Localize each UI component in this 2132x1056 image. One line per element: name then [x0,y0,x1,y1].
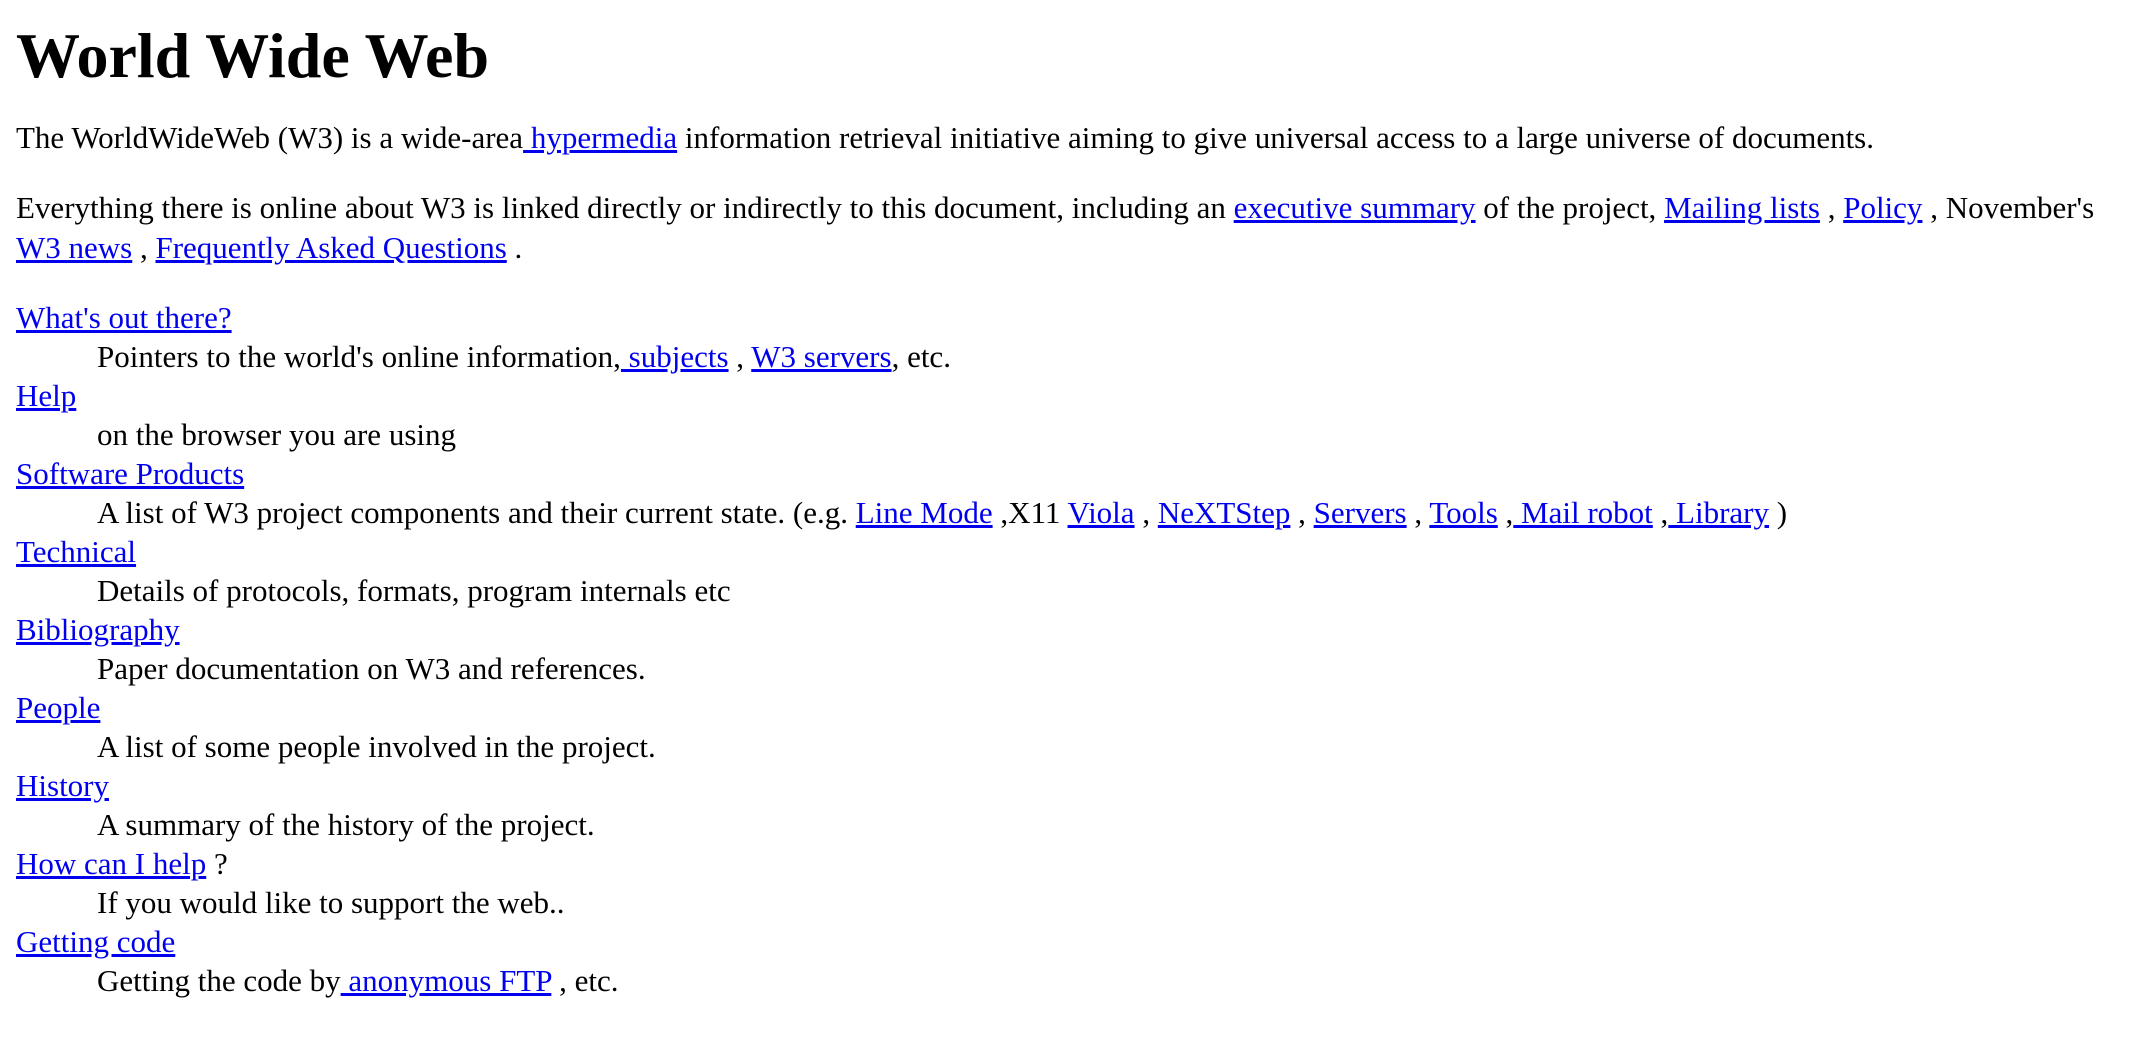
help-link[interactable]: Help [16,378,77,413]
whats-out-there-link[interactable]: What's out there? [16,300,232,335]
faq-link[interactable]: Frequently Asked Questions [155,230,507,265]
overview-text-2: of the project, [1475,190,1665,225]
topic-description [97,493,2116,532]
line-mode-link[interactable]: Line Mode [855,495,993,530]
getting-code-text-1: Getting the code by [97,963,341,998]
topic-term [16,688,2116,727]
software-text-7: , [1652,495,1669,530]
how-can-i-help-description: If you would like to support the web.. [97,885,565,920]
policy-link[interactable]: Policy [1843,190,1923,225]
topic-term [16,610,2116,649]
history-link[interactable]: History [16,768,109,803]
mailing-lists-link[interactable]: Mailing lists [1664,190,1820,225]
overview-text-6: . [506,230,523,265]
bibliography-description: Paper documentation on W3 and references. [97,651,646,686]
servers-link[interactable]: Servers [1313,495,1407,530]
technical-link[interactable]: Technical [16,534,137,569]
topic-description [97,337,2116,376]
viola-link[interactable]: Viola [1067,495,1135,530]
w3-servers-link[interactable]: W3 servers [751,339,892,374]
overview-paragraph [16,188,2116,268]
whats-out-there-text-3: , etc. [891,339,951,374]
topic-term [16,454,2116,493]
software-text-8: ) [1769,495,1788,530]
overview-text-5: , [132,230,156,265]
software-text-5: , [1406,495,1430,530]
intro-text-1: The WorldWideWeb (W3) is a wide-area [16,120,524,155]
mail-robot-link[interactable]: Mail robot [1513,495,1653,530]
topic-term [16,376,2116,415]
topic-term [16,298,2116,337]
intro-text-2: information retrieval initiative aiming to give universal access to a large universe of documents. [677,120,1875,155]
how-can-i-help-link[interactable]: How can I help [16,846,207,881]
w3-news-link[interactable]: W3 news [16,230,133,265]
intro-paragraph [16,118,2116,158]
topic-term [16,844,2116,883]
getting-code-text-2: , etc. [551,963,619,998]
bibliography-link[interactable]: Bibliography [16,612,180,647]
nextstep-link[interactable]: NeXTStep [1157,495,1291,530]
getting-code-link[interactable]: Getting code [16,924,176,959]
how-can-i-help-suffix: ? [206,846,228,881]
topic-term [16,766,2116,805]
overview-text-1: Everything there is online about W3 is linked directly or indirectly to this document, including an [16,190,1234,225]
overview-text-4: , November's [1922,190,2095,225]
topic-list [16,298,2116,1000]
hypermedia-link[interactable]: hypermedia [523,120,678,155]
technical-description: Details of protocols, formats, program internals etc [97,573,731,608]
executive-summary-link[interactable]: executive summary [1233,190,1476,225]
people-description: A list of some people involved in the project. [97,729,656,764]
software-text-6: , [1497,495,1514,530]
tools-link[interactable]: Tools [1429,495,1498,530]
topic-term [16,532,2116,571]
help-description: on the browser you are using [97,417,456,452]
topic-description [97,961,2116,1000]
software-products-link[interactable]: Software Products [16,456,245,491]
whats-out-there-text-2: , [728,339,752,374]
subjects-link[interactable]: subjects [620,339,729,374]
topic-term [16,922,2116,961]
software-text-2: ,X11 [992,495,1068,530]
page-title: World Wide Web [16,20,490,91]
anonymous-ftp-link[interactable]: anonymous FTP [340,963,552,998]
library-link[interactable]: Library [1668,495,1770,530]
software-text-4: , [1290,495,1314,530]
software-text-3: , [1134,495,1158,530]
people-link[interactable]: People [16,690,101,725]
history-description: A summary of the history of the project. [97,807,595,842]
overview-text-3: , [1819,190,1844,225]
whats-out-there-text-1: Pointers to the world's online information, [97,339,621,374]
software-text-1: A list of W3 project components and their current state. (e.g. [97,495,856,530]
